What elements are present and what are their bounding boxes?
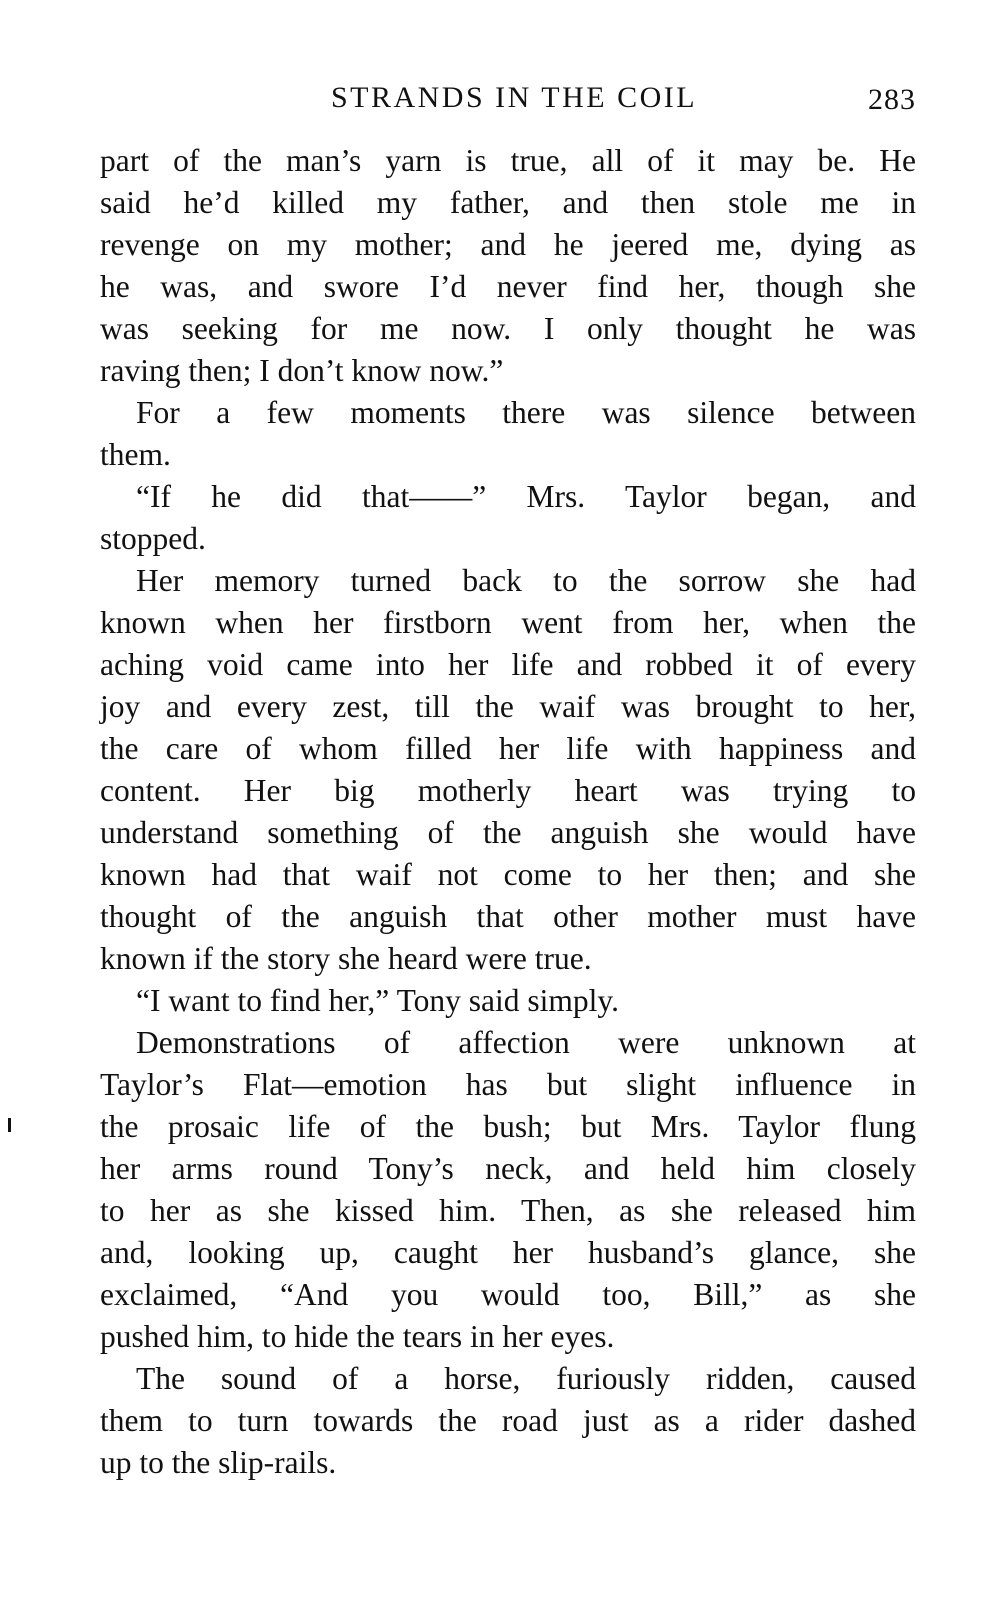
- text-line: “I want to find her,” Tony said simply.: [136, 983, 619, 1018]
- text-line: and, looking up, caught her husband’s glance, she: [100, 1235, 916, 1270]
- text-line: thought of the anguish that other mother must have: [100, 899, 916, 934]
- text-line: For a few moments there was silence between: [136, 395, 916, 430]
- text-line: to her as she kissed him. Then, as she released him: [100, 1193, 916, 1228]
- running-title: STRANDS IN THE COIL: [330, 81, 698, 114]
- body-text: [100, 140, 916, 1484]
- text-line: them.: [100, 437, 171, 472]
- running-head: [100, 80, 916, 120]
- text-line: he was, and swore I’d never find her, though she: [100, 269, 916, 304]
- text-line: the prosaic life of the bush; but Mrs. Taylor flung: [100, 1109, 916, 1144]
- text-line: aching void came into her life and robbed it of every: [100, 647, 916, 682]
- margin-mark: [8, 1118, 11, 1132]
- text-line: her arms round Tony’s neck, and held him closely: [100, 1151, 916, 1186]
- page-number: 283: [868, 83, 916, 116]
- text-line: the care of whom filled her life with happiness and: [100, 731, 916, 766]
- text-line: was seeking for me now. I only thought he was: [100, 311, 916, 346]
- text-line: known had that waif not come to her then; and she: [100, 857, 916, 892]
- text-line: “If he did that——” Mrs. Taylor began, and: [136, 479, 916, 514]
- text-line: them to turn towards the road just as a rider dashed: [100, 1403, 916, 1438]
- text-line: Demonstrations of affection were unknown at: [136, 1025, 916, 1060]
- text-line: Taylor’s Flat—emotion has but slight influence in: [100, 1067, 916, 1102]
- text-line: The sound of a horse, furiously ridden, caused: [136, 1361, 916, 1396]
- text-line: content. Her big motherly heart was trying to: [100, 773, 916, 808]
- text-line: joy and every zest, till the waif was brought to her,: [100, 689, 916, 724]
- text-line: part of the man’s yarn is true, all of it may be. He: [100, 143, 916, 178]
- text-line: Her memory turned back to the sorrow she had: [136, 563, 916, 598]
- text-line: known if the story she heard were true.: [100, 941, 592, 976]
- text-line: revenge on my mother; and he jeered me, dying as: [100, 227, 916, 262]
- text-line: said he’d killed my father, and then stole me in: [100, 185, 916, 220]
- text-line: exclaimed, “And you would too, Bill,” as she: [100, 1277, 916, 1312]
- text-line: understand something of the anguish she would have: [100, 815, 916, 850]
- text-line: raving then; I don’t know now.”: [100, 353, 504, 388]
- text-line: known when her firstborn went from her, when the: [100, 605, 916, 640]
- text-line: up to the slip-rails.: [100, 1445, 337, 1480]
- text-line: stopped.: [100, 521, 206, 556]
- text-line: pushed him, to hide the tears in her eyes.: [100, 1319, 615, 1354]
